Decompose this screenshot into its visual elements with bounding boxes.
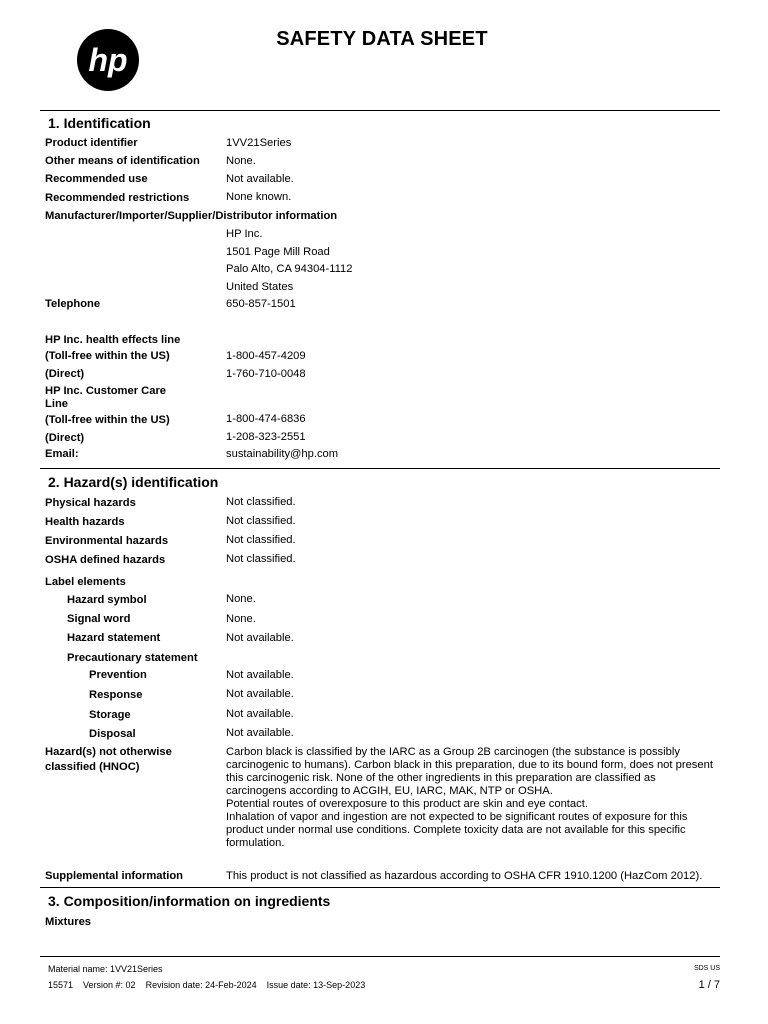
prevention-value: Not available. [226,669,294,681]
other-means-label: Other means of identification [45,155,200,167]
section-divider [40,468,720,469]
customer-care-label-cont: Line [45,398,68,410]
recommended-use-label: Recommended use [45,173,148,185]
hazard-symbol-label: Hazard symbol [67,594,147,606]
physical-hazards-label: Physical hazards [45,497,136,509]
hnoc-paragraph: Carbon black is classified by the IARC as a Group 2B carcinogen (the substance is possibly carcinogenic to humans). Carbon black in this preparation, due to its bound form, does not present this carcinogenic risk. None of the other ingredients in this preparation are classified as carcinogens according to ACGIH, EU, IARC, MAK, NTP or OSHA. [226,746,713,797]
footer-document-info: 15571 Version #: 02 Revision date: 24-Feb-2024 Issue date: 13-Sep-2023 [48,980,366,990]
email-label: Email: [45,448,79,460]
disposal-value: Not available. [226,727,294,739]
health-tollfree-value: 1-800-457-4209 [226,350,306,362]
hnoc-text [226,746,716,850]
footer-right [694,961,720,993]
footer-sds-us: SDS US [693,965,720,972]
footer-left [48,961,365,993]
health-line-label: HP Inc. health effects line [45,334,181,346]
section-2-heading: 2. Hazard(s) identification [48,474,219,490]
telephone-value: 650-857-1501 [226,298,296,310]
recommended-restrictions-value: None known. [226,191,292,203]
label-elements-heading: Label elements [45,576,126,588]
disposal-label: Disposal [89,728,136,740]
mixtures-label: Mixtures [45,916,92,928]
section-divider [40,110,720,111]
health-direct-value: 1-760-710-0048 [226,368,306,380]
hnoc-label: Hazard(s) not otherwise [45,746,172,758]
section-3-heading: 3. Composition/information on ingredients [48,893,331,909]
manufacturer-label: Manufacturer/Importer/Supplier/Distributor information [45,210,338,222]
care-tollfree-label: (Toll-free within the US) [45,414,170,426]
health-hazards-label: Health hazards [45,516,125,528]
care-direct-value: 1-208-323-2551 [226,431,306,443]
prevention-label: Prevention [89,669,147,681]
product-identifier-value: 1VV21Series [226,137,292,149]
hazard-symbol-value: None. [226,593,256,605]
telephone-label: Telephone [45,298,101,310]
health-direct-label: (Direct) [45,368,85,380]
section-1-heading: 1. Identification [48,115,151,131]
manufacturer-line: HP Inc. [226,228,263,240]
other-means-value: None. [226,155,256,167]
manufacturer-line: 1501 Page Mill Road [226,246,330,258]
physical-hazards-value: Not classified. [226,496,296,508]
response-label: Response [89,689,143,701]
supplemental-label: Supplemental information [45,870,183,882]
storage-label: Storage [89,709,131,721]
signal-word-value: None. [226,613,256,625]
hnoc-paragraph: Potential routes of overexposure to this product are skin and eye contact. [226,798,588,810]
manufacturer-line: United States [226,281,294,293]
page-title: SAFETY DATA SHEET [276,28,488,50]
hazard-statement-label: Hazard statement [67,632,161,644]
environmental-hazards-label: Environmental hazards [45,535,169,547]
storage-value: Not available. [226,708,294,720]
footer-divider [40,956,720,957]
environmental-hazards-value: Not classified. [226,534,296,546]
recommended-restrictions-label: Recommended restrictions [45,192,190,204]
hnoc-paragraph: Inhalation of vapor and ingestion are not expected to be significant routes of exposure for this product under normal use conditions. Complete toxicity data are not available for this specific formulation. [226,811,688,849]
page-number: 1 / 7 [698,979,720,991]
health-tollfree-label: (Toll-free within the US) [45,350,170,362]
osha-hazards-value: Not classified. [226,553,296,565]
email-value[interactable]: sustainability@hp.com [226,448,339,460]
care-tollfree-value: 1-800-474-6836 [226,413,306,425]
precautionary-heading: Precautionary statement [67,652,198,664]
hnoc-label-cont: classified (HNOC) [45,761,140,773]
recommended-use-value: Not available. [226,173,294,185]
section-divider [40,887,720,888]
customer-care-label: HP Inc. Customer Care [45,385,167,397]
osha-hazards-label: OSHA defined hazards [45,554,166,566]
response-value: Not available. [226,688,294,700]
manufacturer-line: Palo Alto, CA 94304-1112 [226,263,353,275]
footer-material-name: Material name: 1VV21Series [48,964,163,974]
care-direct-label: (Direct) [45,432,85,444]
hazard-statement-value: Not available. [226,632,294,644]
hp-logo-text: hp [88,42,128,78]
health-hazards-value: Not classified. [226,515,296,527]
product-identifier-label: Product identifier [45,137,138,149]
signal-word-label: Signal word [67,613,131,625]
supplemental-value: This product is not classified as hazardous according to OSHA CFR 1910.1200 (HazCom 2012). [226,870,703,882]
